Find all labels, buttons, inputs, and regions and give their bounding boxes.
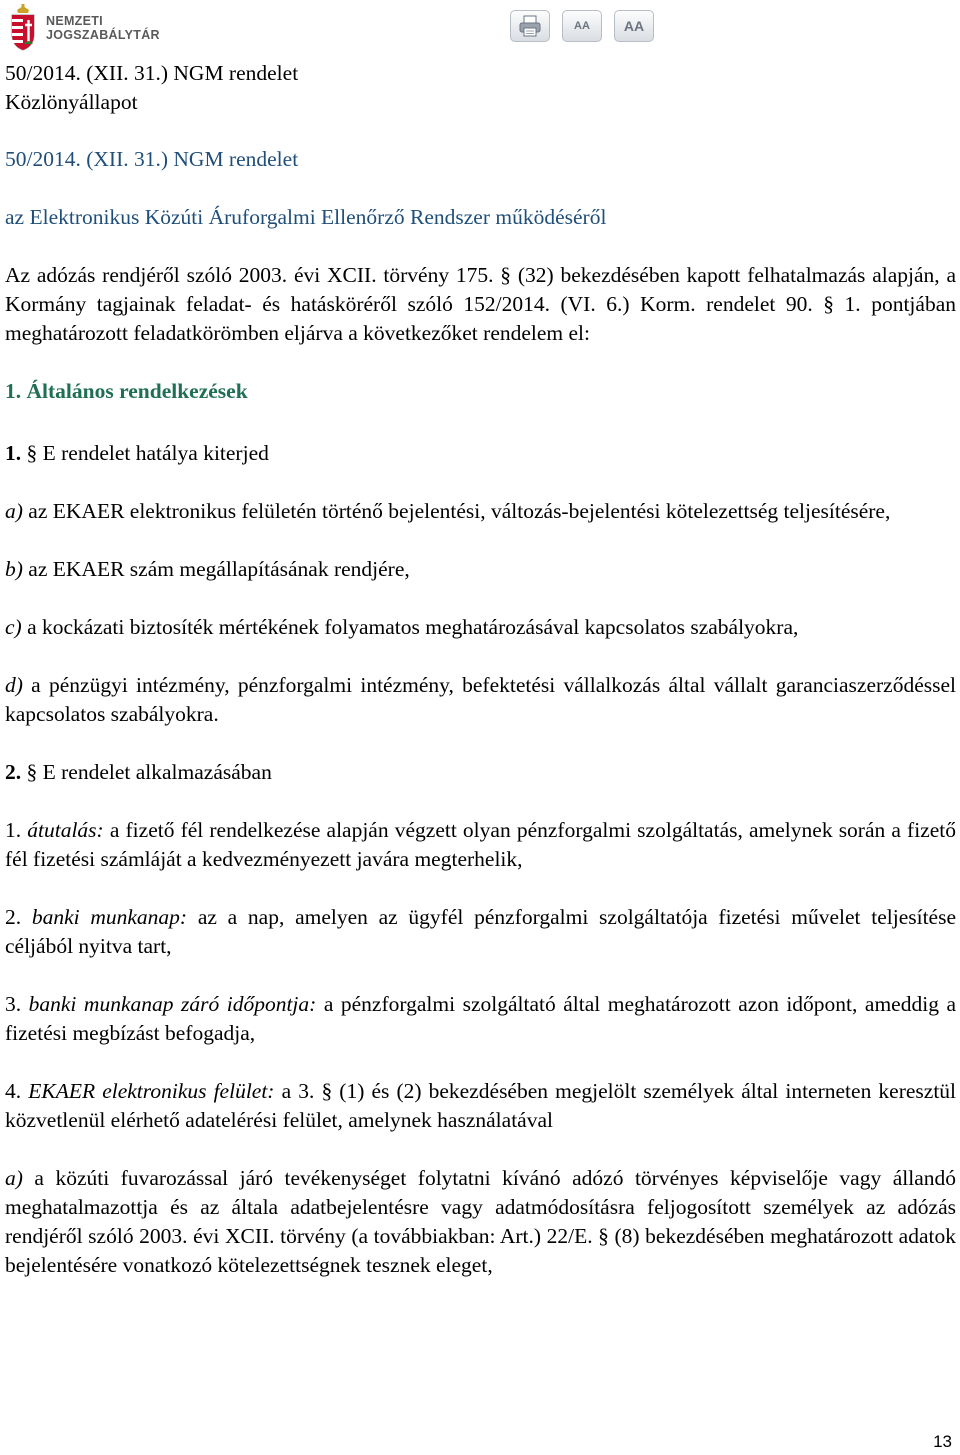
- definition-text: a fizető fél rendelkezése alapján végzett olyan pénzforgalmi szolgáltatás, amelynek során a fizető fél fizetési számláját a kedvezményezett javára megterhelik,: [5, 818, 957, 871]
- font-increase-button[interactable]: [614, 10, 654, 42]
- item-marker: c): [5, 615, 22, 639]
- document-body: [5, 59, 956, 1280]
- font-size-small-icon: AA: [574, 19, 590, 32]
- toolbar: [510, 10, 654, 42]
- definition-number: 3.: [5, 992, 29, 1016]
- regulation-subtitle: az Elektronikus Közúti Áruforgalmi Ellenőrző Rendszer működéséről: [5, 205, 607, 229]
- document-status-line: Közlönyállapot: [5, 90, 138, 114]
- definition-text: a pénzforgalmi szolgáltató által meghatározott azon időpont, ameddig a fizetési megbízást befogadja,: [5, 992, 956, 1045]
- header-bar: [0, 0, 960, 58]
- definition-number: 2.: [5, 905, 32, 929]
- item-marker: a): [5, 1166, 23, 1190]
- item-text: az EKAER elektronikus felületén történő bejelentési, változás-bejelentési kötelezettség teljesítésére,: [22, 499, 891, 523]
- definition-4-item-a: [5, 1164, 956, 1280]
- section-2: [5, 758, 956, 787]
- item-text: a pénzügyi intézmény, pénzforgalmi intézmény, befektetési vállalkozás által vállalt garanciaszerződéssel kapcsolatos szabályokra.: [5, 673, 956, 726]
- hungarian-coat-of-arms-icon: [8, 4, 38, 52]
- item-text: a kockázati biztosíték mértékének folyamatos meghatározásával kapcsolatos szabályokra,: [21, 615, 799, 639]
- definition-1: [5, 816, 956, 874]
- definition-number: 1.: [5, 818, 28, 842]
- list-item-d: [5, 671, 956, 729]
- item-text: a közúti fuvarozással járó tevékenységet folytatni kívánó adózó törvényes képviselője vagy állandó meghatalmazottja és az általa adatbejelentésre vagy adatmódosításra feljogosított személyek az adózás rendjéről szóló 2003. évi XCII. törvény (a továbbiakban: Art.) 22/E. § (8) bekezdésében meghatározott adatok bejelentésére vonatkozó kötelezettségnek tesznek eleget,: [5, 1166, 956, 1277]
- font-size-large-icon: AA: [623, 17, 645, 34]
- printer-icon: [518, 15, 542, 37]
- section-text: § E rendelet alkalmazásában: [21, 760, 272, 784]
- definition-2: [5, 903, 956, 961]
- font-decrease-button[interactable]: [562, 10, 602, 42]
- list-item-b: [5, 555, 956, 584]
- logo-line-2: JOGSZABÁLYTÁR: [46, 28, 160, 42]
- definition-term: EKAER elektronikus felület:: [28, 1079, 275, 1103]
- preamble: Az adózás rendjéről szóló 2003. évi XCII. törvény 175. § (32) bekezdésében kapott felhatalmazás alapján, a Kormány tagjainak feladat- és hatásköréről szóló 152/2014. (VI. 6.) Korm. rendelet 90. § 1. pontjában meghatározott feladatkörömben eljárva a következőket rendelem el:: [5, 263, 956, 345]
- list-item-a: [5, 497, 956, 526]
- section-text: § E rendelet hatálya kiterjed: [21, 441, 269, 465]
- item-marker: d): [5, 673, 23, 697]
- section-number: 2.: [5, 760, 22, 784]
- definition-3: [5, 990, 956, 1048]
- definition-text: az a nap, amelyen az ügyfél pénzforgalmi szolgáltatója fizetési művelet teljesítése céljából nyitva tart,: [5, 905, 957, 958]
- item-text: az EKAER szám megállapításának rendjére,: [22, 557, 410, 581]
- document-title-line: 50/2014. (XII. 31.) NGM rendelet: [5, 61, 299, 85]
- chapter-heading: 1. Általános rendelkezések: [5, 379, 248, 403]
- definition-term: átutalás:: [27, 818, 104, 842]
- definition-number: 4.: [5, 1079, 29, 1103]
- section-1: [5, 439, 956, 468]
- regulation-title: 50/2014. (XII. 31.) NGM rendelet: [5, 147, 299, 171]
- page-number: 13: [933, 1432, 952, 1451]
- definition-text: a 3. § (1) és (2) bekezdésében megjelölt személyek által interneten keresztül közvetlenül elérhető adatelérési felület, amelynek használatával: [5, 1079, 957, 1132]
- item-marker: a): [5, 499, 23, 523]
- item-marker: b): [5, 557, 23, 581]
- logo-line-1: NEMZETI: [46, 14, 103, 28]
- definition-4: [5, 1077, 956, 1135]
- site-logo[interactable]: [8, 4, 160, 52]
- definition-term: banki munkanap záró időpontja:: [28, 992, 317, 1016]
- section-number: 1.: [5, 441, 22, 465]
- logo-text: [46, 14, 160, 42]
- list-item-c: [5, 613, 956, 642]
- definition-term: banki munkanap:: [31, 905, 188, 929]
- print-button[interactable]: [510, 10, 550, 42]
